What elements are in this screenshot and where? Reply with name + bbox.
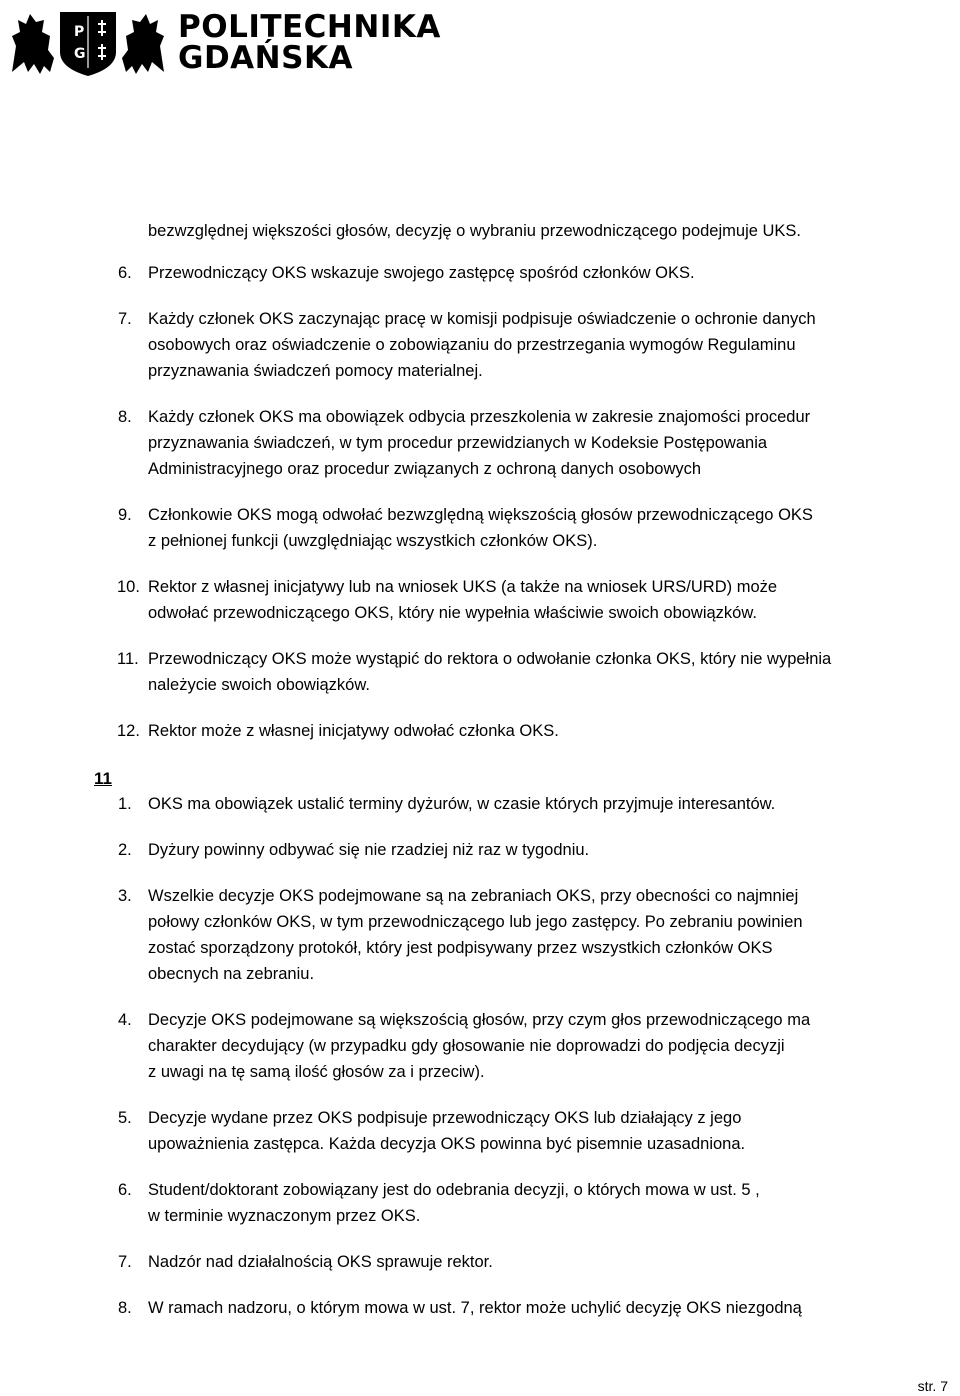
list-item-line: Każdy członek OKS zaczynając pracę w komisji podpisuje oświadczenie o ochronie danych — [148, 310, 816, 328]
continuation-text: bezwzględnej większości głosów, decyzję o wybraniu przewodniczącego podejmuje UKS. — [148, 222, 802, 240]
emblem-icon — [8, 6, 168, 78]
list-item-line: Przewodniczący OKS może wystąpić do rektora o odwołanie członka OKS, który nie wypełnia — [148, 650, 832, 668]
university-logo — [8, 6, 441, 78]
list-item-number: 3. — [118, 887, 132, 905]
list-item-line: Student/doktorant zobowiązany jest do odebrania decyzji, o których mowa w ust. 5 , — [148, 1181, 760, 1199]
list-item-line: OKS ma obowiązek ustalić terminy dyżurów, w czasie których przyjmuje interesantów. — [148, 795, 776, 813]
list-item-number: 6. — [118, 264, 132, 282]
section-heading — [94, 766, 112, 792]
list-item-number: 12. — [117, 722, 140, 740]
list-item-line: Dyżury powinny odbywać się nie rzadziej niż raz w tygodniu. — [148, 841, 590, 859]
list-item-line: z uwagi na tę samą ilość głosów za i przeciw). — [148, 1063, 485, 1081]
list-item-text — [148, 502, 960, 554]
list-item-number: 8. — [118, 408, 132, 426]
list-item-line: Wszelkie decyzje OKS podejmowane są na zebraniach OKS, przy obecności co najmniej — [148, 887, 799, 905]
list-item-line: upoważnienia zastępca. Każda decyzja OKS powinna być pisemnie uzasadniona. — [148, 1135, 746, 1153]
list-item-text — [148, 574, 960, 626]
list-item-line: osobowych oraz oświadczenie o zobowiązaniu do przestrzegania wymogów Regulaminu — [148, 336, 796, 354]
list-item-line: zostać sporządzony protokół, który jest podpisywany przez wszystkich członków OKS — [148, 939, 773, 957]
list-item-text — [148, 718, 960, 744]
emblem-letter-p: P — [74, 24, 85, 40]
list-item-line: należycie swoich obowiązków. — [148, 676, 370, 694]
section-number: 11 — [94, 769, 112, 788]
list-item-line: obecnych na zebraniu. — [148, 965, 315, 983]
list-item-line: Przewodniczący OKS wskazuje swojego zastępcę spośród członków OKS. — [148, 264, 695, 282]
list-item-line: odwołać przewodniczącego OKS, który nie wypełnia właściwie swoich obowiązków. — [148, 604, 757, 622]
list-item-line: w terminie wyznaczonym przez OKS. — [148, 1207, 421, 1225]
list-item-line: Każdy członek OKS ma obowiązek odbycia przeszkolenia w zakresie znajomości procedur — [148, 408, 811, 426]
list-item-text — [148, 1249, 960, 1275]
list-item-line: charakter decydujący (w przypadku gdy głosowanie nie doprowadzi do podjęcia decyzji — [148, 1037, 785, 1055]
list-item-text — [148, 1177, 960, 1229]
list-item-number: 1. — [118, 795, 132, 813]
list-item-number: 8. — [118, 1299, 132, 1317]
list-item-text — [148, 791, 960, 817]
list-item-line: Administracyjnego oraz procedur związanych z ochroną danych osobowych — [148, 460, 702, 478]
list-item-text — [148, 1105, 960, 1157]
list-item-line: W ramach nadzoru, o którym mowa w ust. 7, rektor może uchylić decyzję OKS niezgodną — [148, 1299, 802, 1317]
list-item-line: Nadzór nad działalnością OKS sprawuje rektor. — [148, 1253, 493, 1271]
logo-wordmark — [178, 9, 441, 76]
list-item-line: Decyzje OKS podejmowane są większością głosów, przy czym głos przewodniczącego ma — [148, 1011, 811, 1029]
page-number: str. 7 — [917, 1378, 948, 1394]
list-item-line: Członkowie OKS mogą odwołać bezwzględną większością głosów przewodniczącego OKS — [148, 506, 813, 524]
list-item-number: 6. — [118, 1181, 132, 1199]
list-item-text — [148, 404, 960, 482]
list-item-number: 2. — [118, 841, 132, 859]
list-item-number: 7. — [118, 1253, 132, 1271]
list-item-number: 9. — [118, 506, 132, 524]
list-item-line: z pełnionej funkcji (uwzględniając wszystkich członków OKS). — [148, 532, 598, 550]
list-item-text — [148, 883, 960, 987]
list-item-line: Rektor może z własnej inicjatywy odwołać członka OKS. — [148, 722, 559, 740]
list-item-text — [148, 837, 960, 863]
list-item-text — [148, 1007, 960, 1085]
list-item-line: Decyzje wydane przez OKS podpisuje przewodniczący OKS lub działający z jego — [148, 1109, 742, 1127]
list-item-number: 7. — [118, 310, 132, 328]
list-item-line: przyznawania świadczeń pomocy materialnej. — [148, 362, 483, 380]
list-item-line: Rektor z własnej inicjatywy lub na wniosek UKS (a także na wniosek URS/URD) może — [148, 578, 778, 596]
logo-line-2: GDAŃSKA — [178, 40, 353, 76]
list-item-number: 5. — [118, 1109, 132, 1127]
list-item-line: przyznawania świadczeń, w tym procedur przewidzianych w Kodeksie Postępowania — [148, 434, 768, 452]
list-item-number: 10. — [117, 578, 140, 596]
list-item-text — [148, 306, 960, 384]
list-item-number: 11. — [117, 650, 139, 668]
list-item-text — [148, 260, 960, 286]
logo-line-1: POLITECHNIKA — [178, 9, 441, 45]
list-item-line: połowy członków OKS, w tym przewodniczącego lub jego zastępcy. Po zebraniu powinien — [148, 913, 803, 931]
list-item-number: 4. — [118, 1011, 132, 1029]
list-item-text — [148, 1295, 960, 1321]
list-item-text — [148, 646, 960, 698]
emblem-letter-g: G — [74, 46, 86, 62]
